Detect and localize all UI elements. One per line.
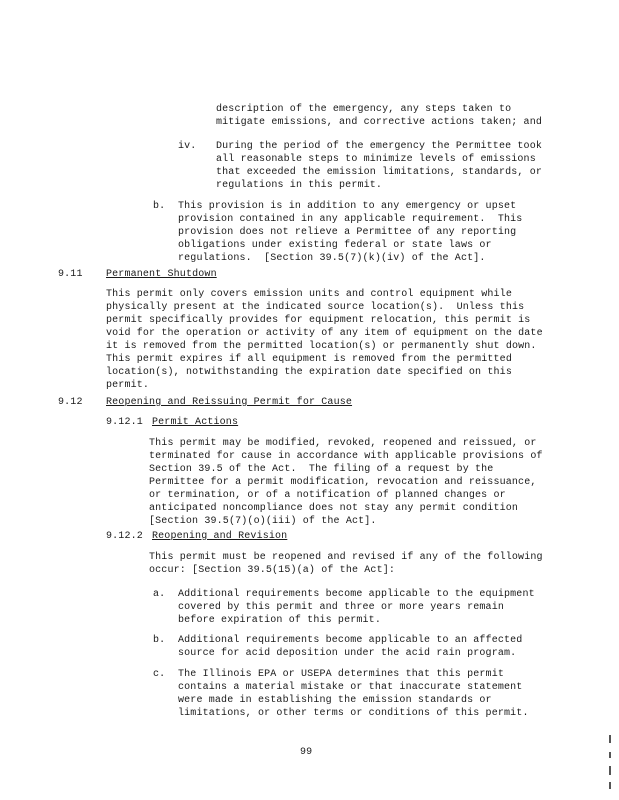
text-line: location(s), notwithstanding the expiration date specified on this [106,367,512,378]
scan-margin-mark [609,766,611,775]
text-line: that exceeded the emission limitations, standards, or [216,167,543,178]
section-heading: Reopening and Revision [152,531,288,542]
scan-margin-mark [609,735,611,743]
text-line: 9.12.1 [106,417,143,428]
text-line: or termination, or of a notification of planned changes or [149,490,506,501]
text-line: description of the emergency, any steps taken to [216,104,512,115]
text-line: occur: [Section 39.5(15)(a) of the Act]: [149,565,396,576]
text-line: This permit must be reopened and revised if any of the following [149,552,543,563]
text-line: physically present at the indicated source location(s). Unless this [106,302,525,313]
text-line: This permit expires if all equipment is removed from the permitted [106,354,512,365]
text-line: provision contained in any applicable requirement. This [178,214,523,225]
text-line: mitigate emissions, and corrective actions taken; and [216,117,543,128]
text-line: permit. [106,380,150,391]
text-line: obligations under existing federal or state laws or [178,240,492,251]
text-line: before expiration of this permit. [178,615,381,626]
text-line: 9.12 [58,397,83,408]
text-line: Additional requirements become applicable to the equipment [178,589,535,600]
text-line: contains a material mistake or that inaccurate statement [178,682,523,693]
text-line: iv. [178,141,197,152]
text-line: regulations. [Section 39.5(7)(k)(iv) of the Act]. [178,253,486,264]
text-line: source for acid deposition under the acid rain program. [178,648,517,659]
text-line: Section 39.5 of the Act. The filing of a request by the [149,464,494,475]
page-number: 99 [300,747,313,758]
text-line: This permit only covers emission units and control equipment while [106,289,512,300]
text-line: limitations, or other terms or conditions of this permit. [178,708,529,719]
text-line: it is removed from the permitted location(s) or permanently shut down. [106,341,537,352]
text-line: b. [153,201,166,212]
text-line: anticipated noncompliance does not stay any permit condition [149,503,519,514]
text-line: 9.11 [58,269,83,280]
scan-margin-mark [609,752,611,758]
text-line: 9.12.2 [106,531,143,542]
section-heading: Permanent Shutdown [106,269,217,280]
text-line: c. [153,669,166,680]
text-line: covered by this permit and three or more years remain [178,602,505,613]
text-line: were made in establishing the emission standards or [178,695,492,706]
section-heading: Permit Actions [152,417,239,428]
text-line: provision does not relieve a Permittee of any reporting [178,227,517,238]
text-line: a. [153,589,166,600]
text-line: This provision is in addition to any emergency or upset [178,201,517,212]
text-line: Permittee for a permit modification, revocation and reissuance, [149,477,537,488]
text-line: During the period of the emergency the Permittee took [216,141,543,152]
text-line: This permit may be modified, revoked, reopened and reissued, or [149,438,537,449]
text-line: permit specifically provides for equipment relocation, this permit is [106,315,531,326]
text-line: b. [153,635,166,646]
text-line: regulations in this permit. [216,180,383,191]
scan-margin-mark [609,782,611,789]
text-line: void for the operation or activity of any item of equipment on the date [106,328,543,339]
text-line: Additional requirements become applicable to an affected [178,635,523,646]
text-line: [Section 39.5(7)(o)(iii) of the Act]. [149,516,377,527]
text-line: all reasonable steps to minimize levels of emissions [216,154,536,165]
text-line: terminated for cause in accordance with applicable provisions of [149,451,543,462]
section-heading: Reopening and Reissuing Permit for Cause [106,397,353,408]
text-line: The Illinois EPA or USEPA determines that this permit [178,669,505,680]
